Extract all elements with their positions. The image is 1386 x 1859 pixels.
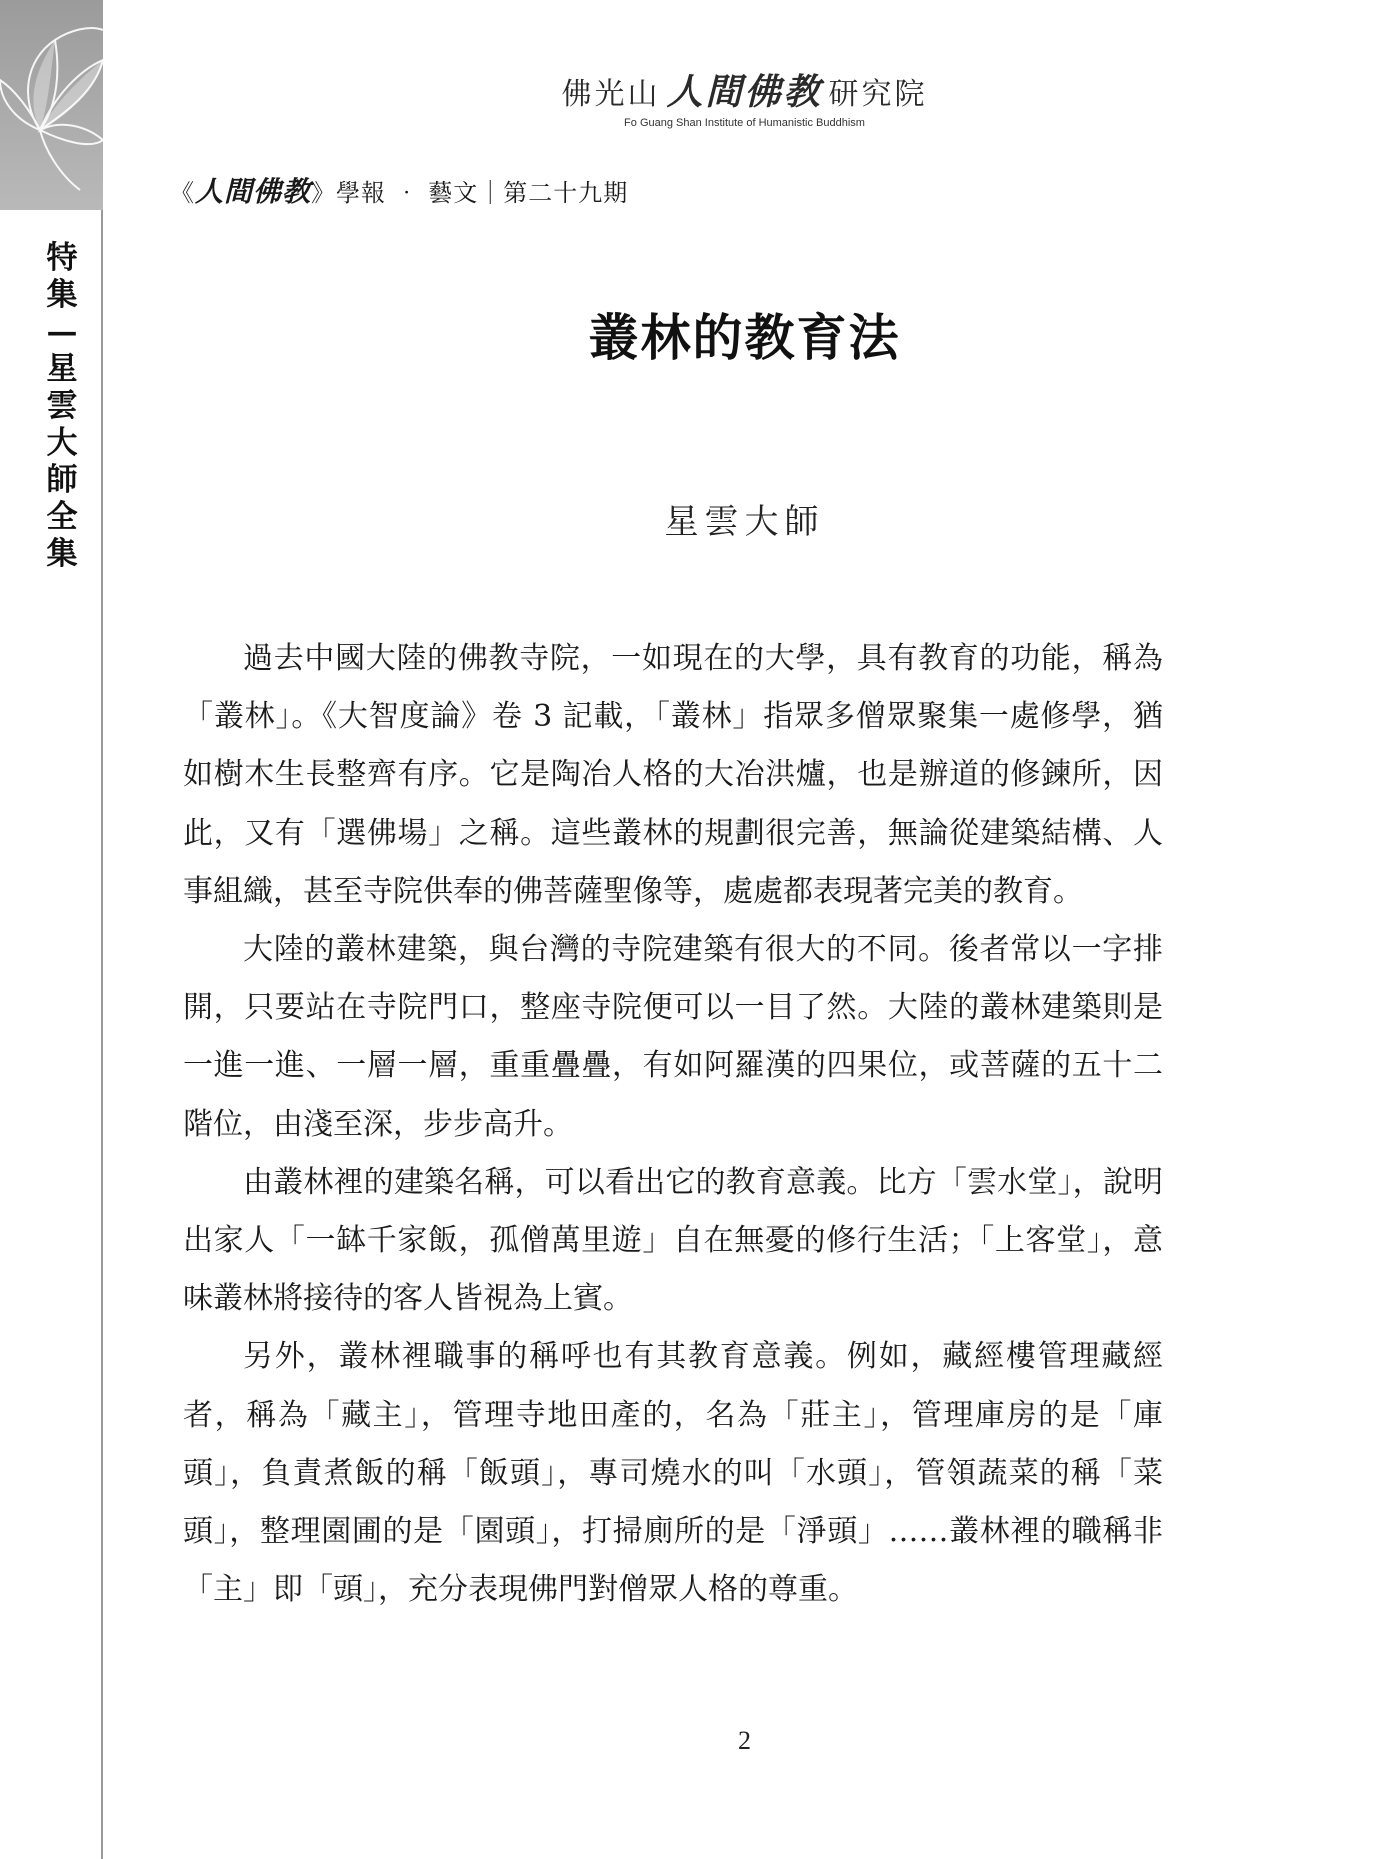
institute-english-name: Fo Guang Shan Institute of Humanistic Buddhism — [624, 117, 865, 129]
section-label-char: 大 — [46, 425, 78, 461]
journal-brand: 人間佛教 — [195, 175, 312, 208]
article-title: 叢林的教育法 — [588, 308, 901, 367]
article-author: 星雲大師 — [664, 502, 825, 542]
journal-issue: 》學報 ‧ 藝文｜第二十九期 — [311, 179, 629, 207]
section-label — [40, 240, 84, 573]
journal-bracket-open: 《 — [170, 179, 195, 207]
sidebar — [0, 0, 103, 1859]
section-label-char: 特 — [46, 240, 78, 276]
section-label-char: 星 — [46, 351, 78, 387]
institute-name-left: 佛光山 — [561, 77, 661, 112]
section-label-char: — — [46, 314, 78, 350]
institute-name — [103, 64, 1386, 115]
page-number: 2 — [738, 1726, 751, 1755]
institute-brand-logo: 人間佛教 — [666, 72, 823, 113]
section-label-char: 集 — [46, 536, 78, 572]
section-label-char: 全 — [46, 499, 78, 535]
section-label-char: 師 — [46, 462, 78, 498]
body-paragraph: 大陸的叢林建築，與台灣的寺院建築有很大的不同。後者常以一字排開，只要站在寺院門口，整座寺院便可以一目了然。大陸的叢林建築則是一進一進、一層一層，重重疊疊，有如阿羅漢的四果位，或菩薩的五十二階位，由淺至深，步步高升。 — [183, 932, 1163, 1142]
institute-header — [103, 64, 1386, 129]
institute-name-right: 研究院 — [828, 77, 928, 112]
body-paragraph: 過去中國大陸的佛教寺院，一如現在的大學，具有教育的功能，稱為「叢林」。《大智度論》卷 3 記載，「叢林」指眾多僧眾聚集一處修學，猶如樹木生長整齊有序。它是陶冶人格的大冶洪爐，也是辦道的修鍊所，因此，又有「選佛場」之稱。這些叢林的規劃很完善，無論從建築結構、人事組織，甚至寺院供奉的佛菩薩聖像等，處處都表現著完美的教育。 — [183, 641, 1163, 909]
section-label-char: 集 — [46, 277, 78, 313]
article-body — [183, 630, 1163, 1619]
body-paragraph: 另外，叢林裡職事的稱呼也有其教育意義。例如，藏經樓管理藏經者，稱為「藏主」，管理寺地田產的，名為「莊主」，管理庫房的是「庫頭」，負責煮飯的稱「飯頭」，專司燒水的叫「水頭」，管領蔬菜的稱「菜頭」，整理園圃的是「園頭」，打掃廁所的是「淨頭」……叢林裡的職稱非「主」即「頭」，充分表現佛門對僧眾人格的尊重。 — [183, 1339, 1163, 1608]
section-label-char: 雲 — [46, 388, 78, 424]
journal-running-head — [170, 170, 628, 210]
lotus-icon — [0, 0, 103, 210]
lotus-emblem — [0, 0, 103, 210]
body-paragraph: 由叢林裡的建築名稱，可以看出它的教育意義。比方「雲水堂」，說明出家人「一缽千家飯，孤僧萬里遊」自在無憂的修行生活；「上客堂」，意味叢林將接待的客人皆視為上賓。 — [183, 1164, 1163, 1317]
